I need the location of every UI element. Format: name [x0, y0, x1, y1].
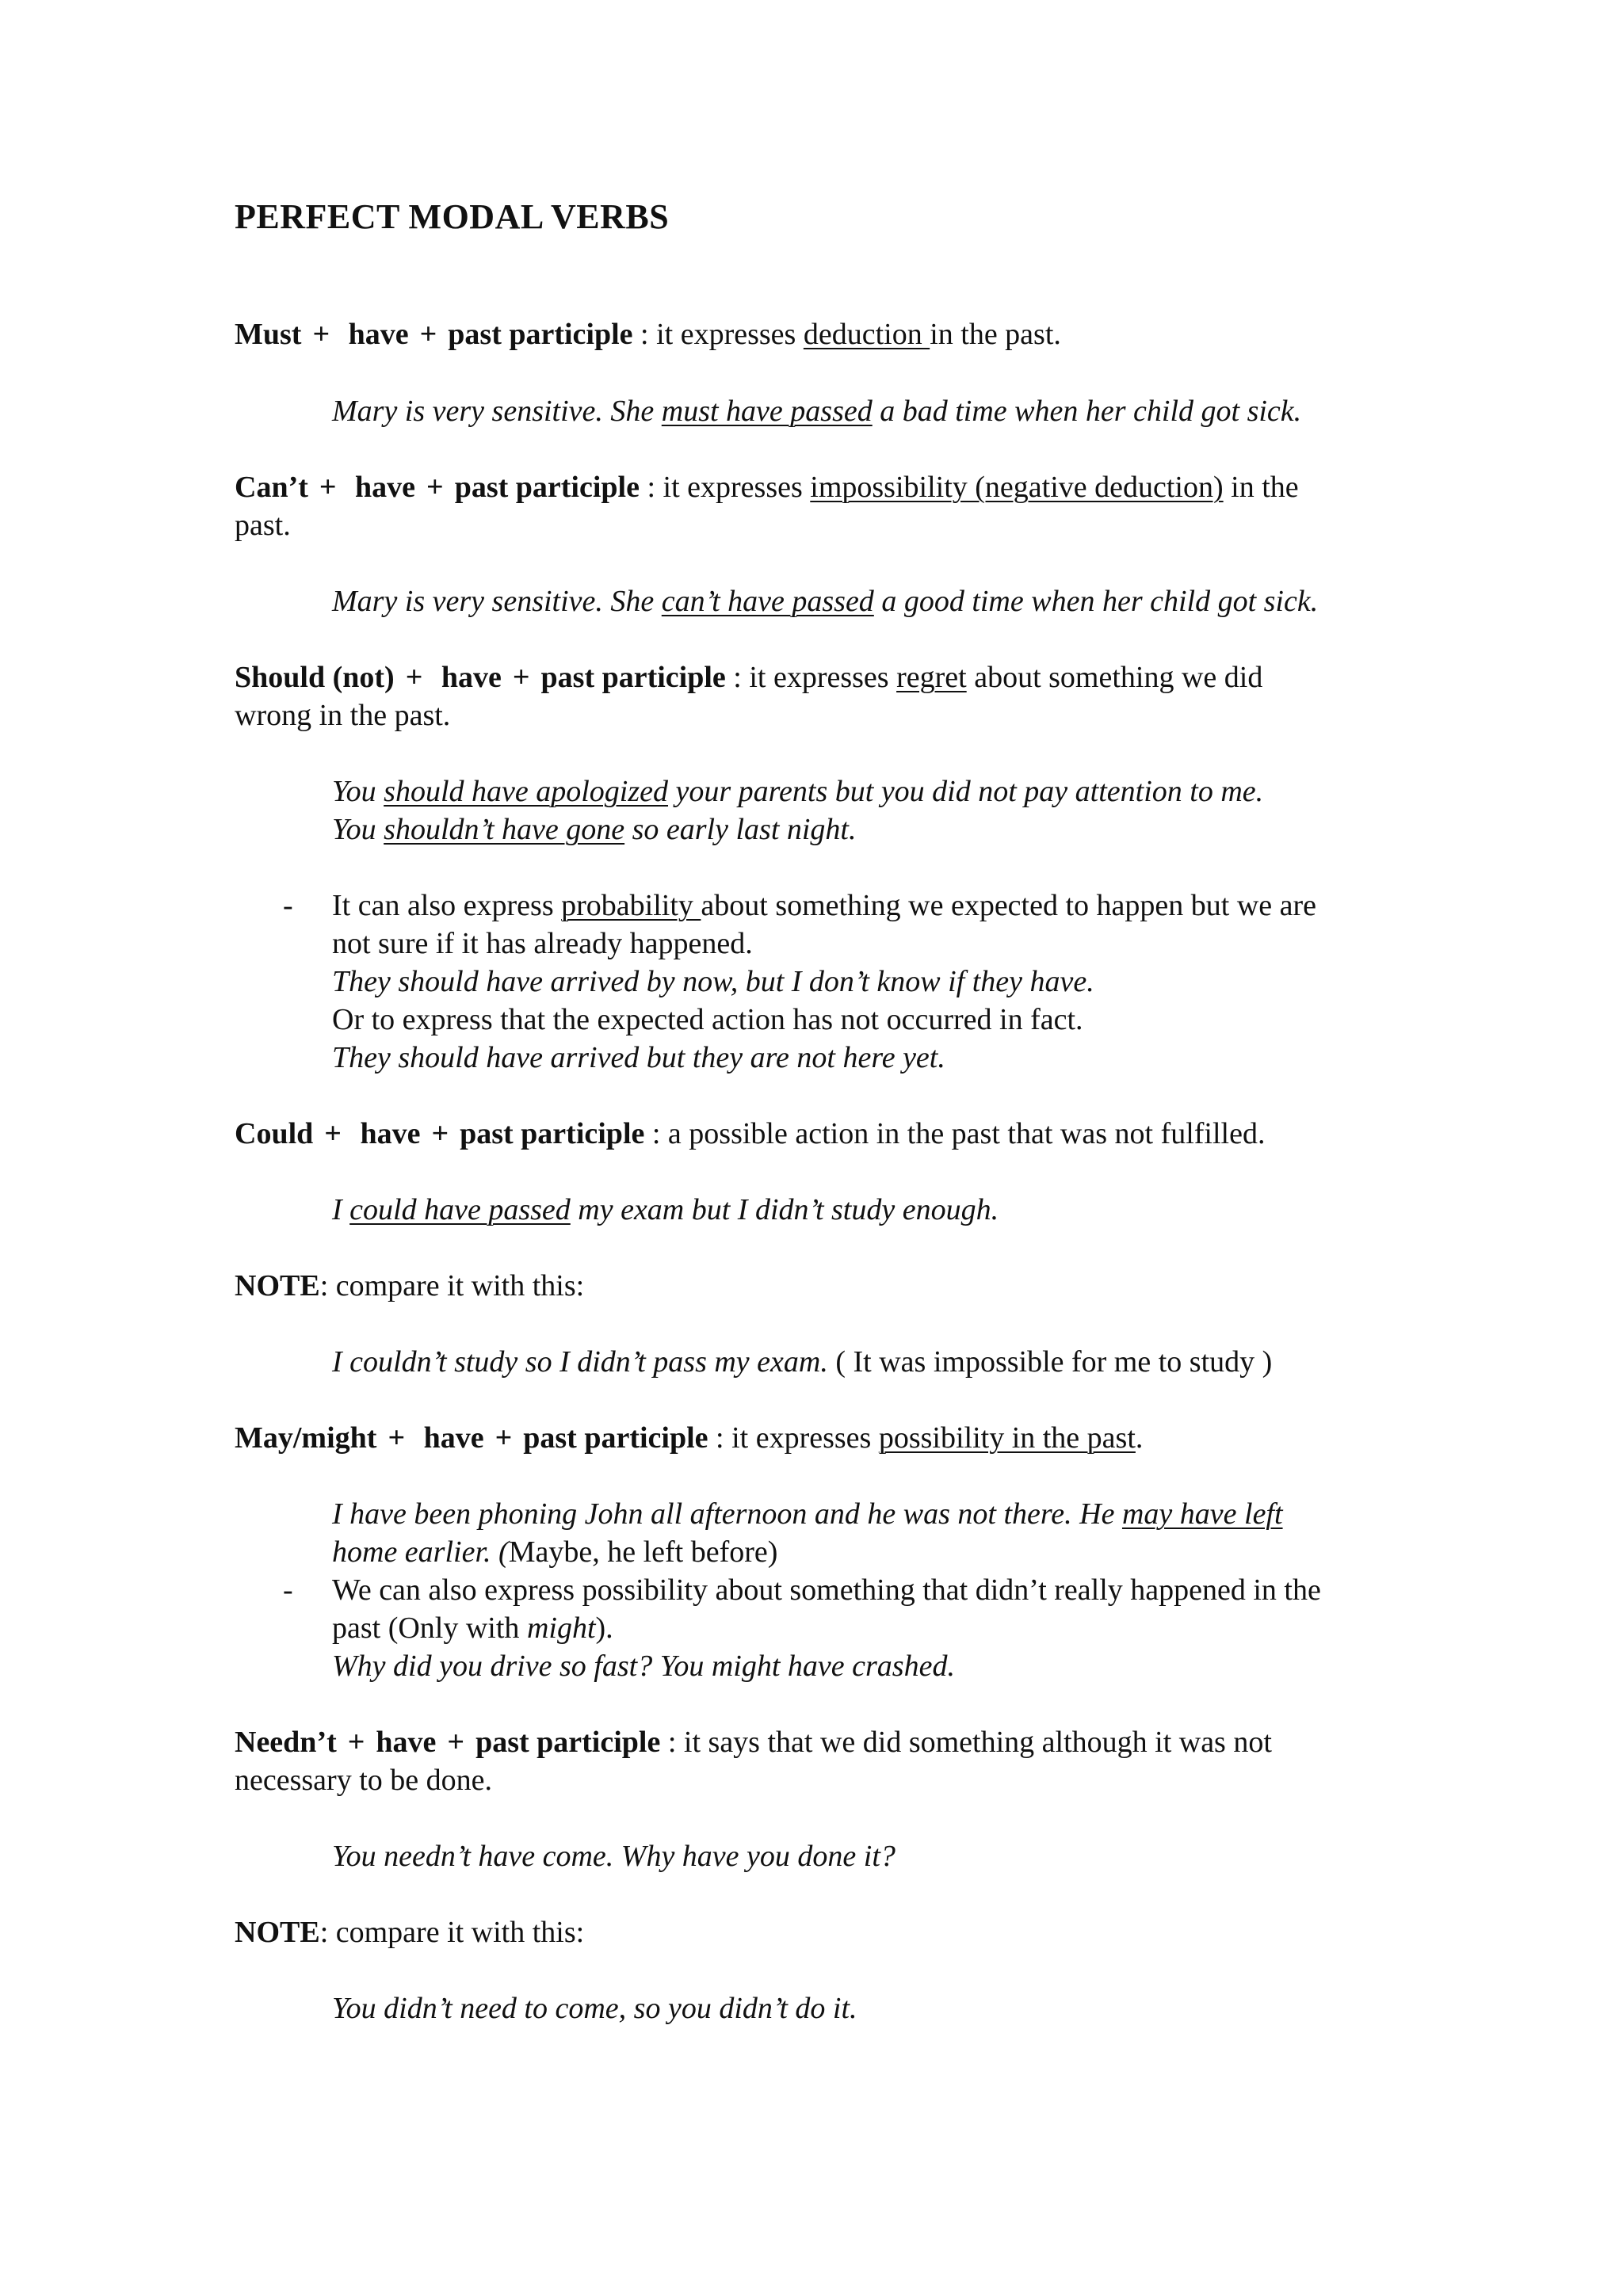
should-bullet-cont: not sure if it has already happened.	[332, 927, 753, 960]
should-bullet: It can also express probability about something we expected to happen but we are	[332, 889, 1317, 922]
cant-rule: Can’t + have + past participle : it expresses impossibility (negative deduction) in the	[235, 471, 1299, 504]
may-bullet: We can also express possibility about something that didn’t really happened in the	[332, 1573, 1321, 1607]
should-bullet-or: Or to express that the expected action has not occurred in fact.	[332, 1003, 1083, 1036]
neednt-example: You needn’t have come. Why have you done it?	[332, 1840, 896, 1873]
page-title: PERFECT MODAL VERBS	[235, 197, 670, 236]
modal-label: May/might	[235, 1421, 377, 1455]
modal-label: Could	[235, 1117, 314, 1150]
should-bullet-example-2: They should have arrived but they are not here yet.	[332, 1041, 945, 1074]
note-2-example: You didn’t need to come, so you didn’t do it.	[332, 1992, 857, 2025]
must-rule: Must + have + past participle : it expresses deduction in the past.	[235, 318, 1061, 351]
key-term: regret	[896, 661, 967, 694]
may-example: I have been phoning John all afternoon and he was not there. He may have left	[332, 1497, 1283, 1531]
should-example-1: You should have apologized your parents but you did not pay attention to me.	[332, 775, 1264, 808]
modal-label: Should (not)	[235, 661, 395, 694]
modal-label: Can’t	[235, 471, 308, 504]
must-example: Mary is very sensitive. She must have passed a bad time when her child got sick.	[332, 395, 1302, 428]
note-2: NOTE: compare it with this:	[235, 1916, 585, 1949]
neednt-rule: Needn’t + have + past participle : it says that we did something although it was not	[235, 1726, 1272, 1759]
could-example: I could have passed my exam but I didn’t study enough.	[332, 1193, 999, 1226]
key-term: possibility in the past	[878, 1421, 1136, 1455]
neednt-rule-cont: necessary to be done.	[235, 1764, 492, 1797]
bullet-dash: -	[283, 1573, 293, 1607]
may-example-cont: home earlier. (Maybe, he left before)	[332, 1535, 778, 1569]
should-bullet-example: They should have arrived by now, but I don’t know if they have.	[332, 965, 1094, 998]
key-term: impossibility (negative deduction)	[810, 471, 1224, 504]
may-bullet-example: Why did you drive so fast? You might have crashed.	[332, 1650, 955, 1683]
modal-label: Must	[235, 318, 302, 351]
may-bullet-cont: past (Only with might).	[332, 1611, 613, 1645]
should-example-2: You shouldn’t have gone so early last night.	[332, 813, 857, 846]
note-1: NOTE: compare it with this:	[235, 1269, 585, 1302]
could-rule: Could + have + past participle : a possible action in the past that was not fulfilled.	[235, 1117, 1266, 1150]
bullet-dash: -	[283, 889, 293, 922]
should-rule-cont: wrong in the past.	[235, 699, 451, 732]
key-term: probability	[561, 889, 701, 922]
cant-example: Mary is very sensitive. She can’t have passed a good time when her child got sick.	[332, 585, 1319, 618]
key-term: deduction	[803, 318, 930, 351]
note-1-example: I couldn’t study so I didn’t pass my exam. ( It was impossible for me to study )	[332, 1345, 1273, 1379]
should-rule: Should (not) + have + past participle : it expresses regret about something we did	[235, 661, 1263, 694]
modal-label: Needn’t	[235, 1726, 337, 1759]
cant-rule-cont: past.	[235, 509, 291, 542]
may-rule: May/might + have + past participle : it expresses possibility in the past.	[235, 1421, 1144, 1455]
